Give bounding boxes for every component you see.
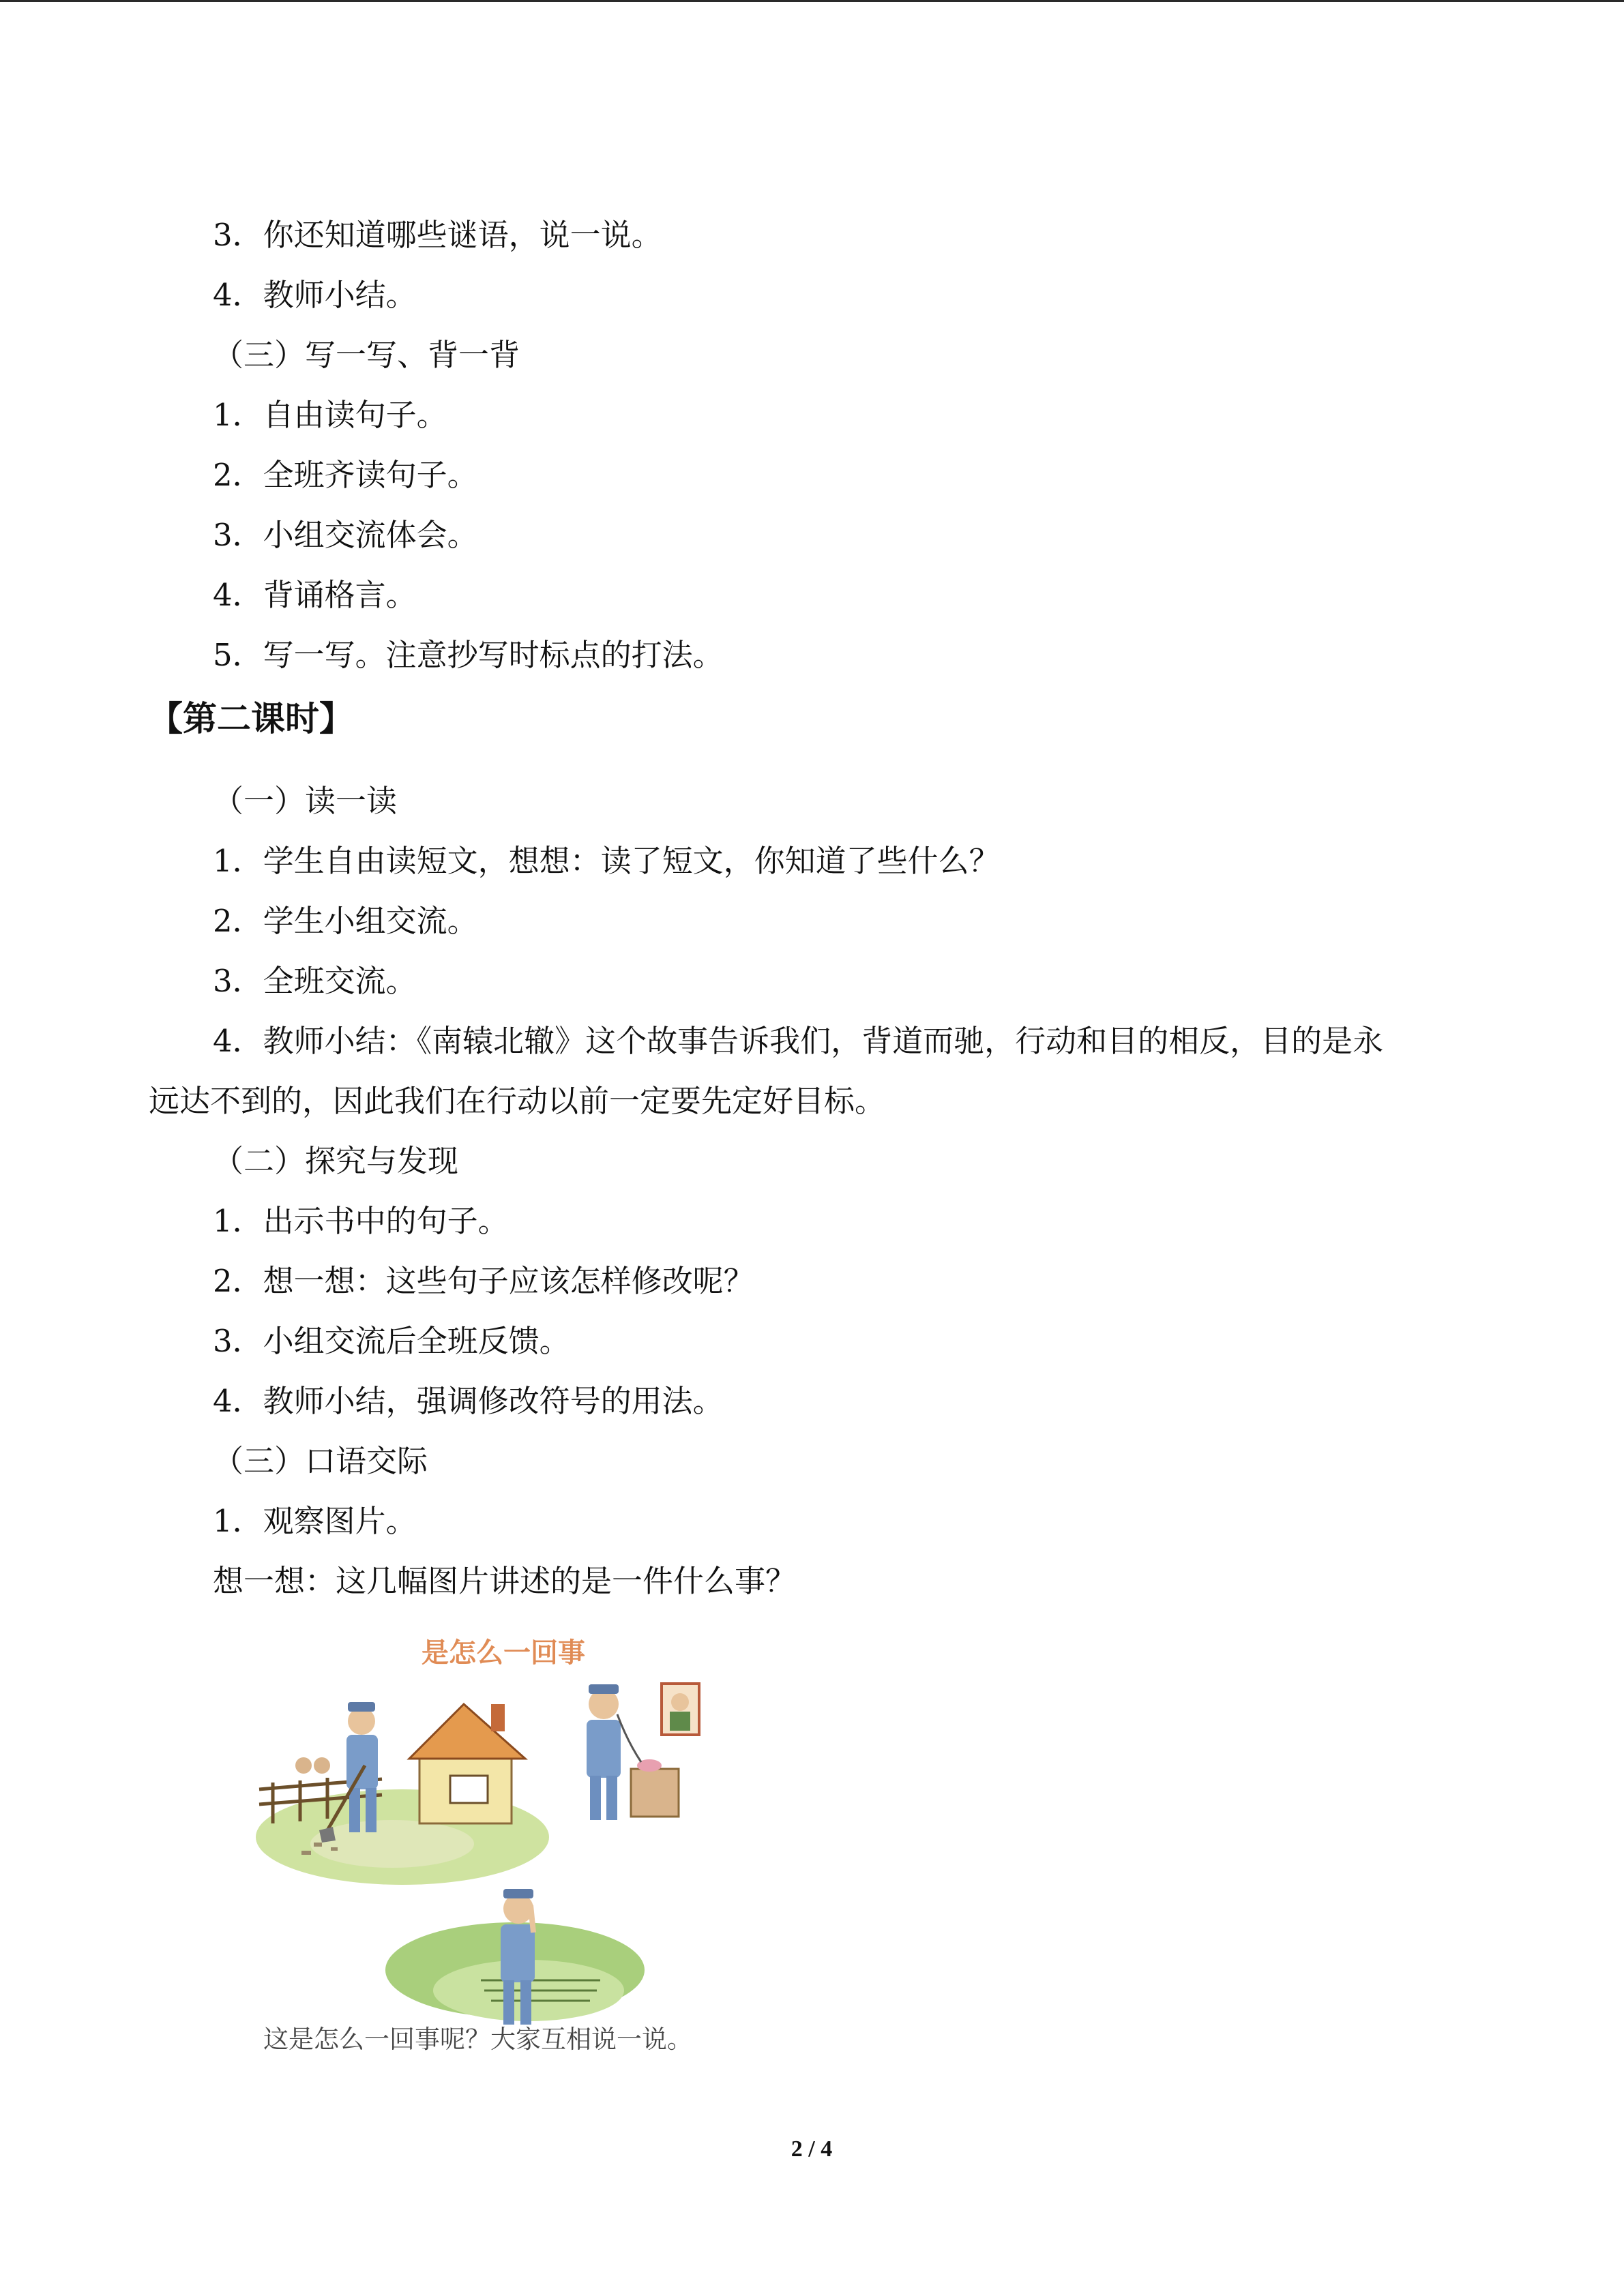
list-item: 1．学生自由读短文，想想：读了短文，你知道了些什么？ [213, 843, 1000, 879]
paragraph-line: 远达不到的，因此我们在行动以前一定要先定好目标。 [149, 1083, 886, 1119]
illustration-caption: 这是怎么一回事呢？大家互相说一说。 [263, 2025, 692, 2054]
scene-looking [385, 1889, 645, 2025]
story-illustration [246, 1626, 764, 2069]
list-item: 3．你还知道哪些谜语，说一说。 [213, 217, 662, 253]
subsection-title: （二）探究与发现 [213, 1143, 459, 1179]
section-heading: 【第二课时】 [149, 699, 353, 739]
page-top-border [0, 0, 1624, 2]
list-item: 2．全班齐读句子。 [213, 457, 478, 493]
list-item: 4．教师小结。 [213, 277, 417, 313]
subsection-title: （三）写一写、背一背 [213, 337, 520, 373]
list-item: 想一想：这几幅图片讲述的是一件什么事？ [213, 1563, 797, 1599]
subsection-title: （一）读一读 [213, 783, 398, 819]
list-item: 3．小组交流后全班反馈。 [213, 1323, 570, 1359]
scene-digging [256, 1702, 549, 1885]
illustration-title: 是怎么一回事 [422, 1637, 585, 1669]
list-item: 3．全班交流。 [213, 963, 417, 999]
list-item: 1．自由读句子。 [213, 397, 447, 433]
list-item: 4．背诵格言。 [213, 577, 417, 613]
subsection-title: （三）口语交际 [213, 1443, 428, 1479]
list-item: 4．教师小结，强调修改符号的用法。 [213, 1383, 724, 1419]
page-number: 2 / 4 [791, 2136, 833, 2162]
scene-telephone [587, 1684, 699, 1820]
list-item: 3．小组交流体会。 [213, 517, 478, 553]
list-item: 2．学生小组交流。 [213, 903, 478, 939]
list-item: 1．出示书中的句子。 [213, 1203, 509, 1239]
list-item: 5．写一写。注意抄写时标点的打法。 [213, 637, 724, 673]
paragraph-line: 4．教师小结：《南辕北辙》这个故事告诉我们，背道而驰，行动和目的相反，目的是永 [213, 1023, 1384, 1059]
list-item: 1．观察图片。 [213, 1503, 417, 1539]
list-item: 2．想一想：这些句子应该怎样修改呢？ [213, 1263, 754, 1299]
